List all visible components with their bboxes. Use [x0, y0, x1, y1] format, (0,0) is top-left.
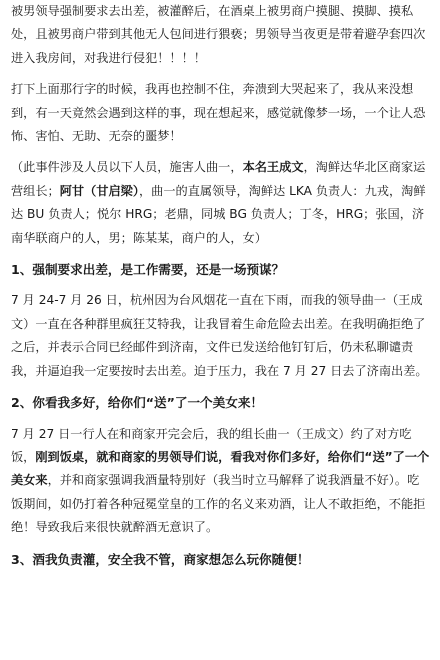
spacer: [11, 540, 430, 548]
spacer: [11, 415, 430, 423]
paragraph-dinner-rest: ，并和商家强调我酒量特别好（我当时立马解释了说我酒量不好）。吃饭期间，如仍打着各种冠冕堂皇的工作的名义来劝酒，让人不敢拒绝，不能拒绝！导致我后来很快就醉酒无意识了。: [11, 473, 426, 535]
spacer: [11, 250, 430, 258]
paragraph-allegation: [11, 0, 430, 70]
persons-agan-bold: 阿甘（甘启梁）: [59, 183, 139, 198]
section-heading-2: 2、你看我多好，给你们“送”了一个美女来！: [11, 395, 264, 411]
section-heading-1: 1、强制要求出差，是工作需要，还是一场预谋？: [11, 262, 285, 278]
paragraph-business-trip: [11, 289, 430, 383]
persons-list-text: ，曲一的直属领导，淘鲜达 LKA 负责人：九戎，淘鲜达 BU 负责人；悦尔 HRG；老鼎，同城 BG 负责人；丁冬，HRG；张国，济南华联商户的人，男；陈某某，商户的人，女）: [11, 183, 426, 245]
paragraph-business-trip-text: 7 月 24-7 月 26 日，杭州因为台风烟花一直在下雨，而我的领导曲一（王成文）一直在各种群里疯狂艾特我，让我冒着生命危险去出差。在我明确拒绝了之后，并表示合同已经邮件到济南，文件已发送给他钉钉后，仍未私聊谴责我，并逼迫我一定要按时去出差。迫于压力，我在 7 月 27 日去了济南出差。: [11, 293, 428, 378]
spacer: [11, 148, 430, 156]
paragraph-persons-involved: [11, 156, 430, 250]
spacer: [11, 383, 430, 391]
paragraph-allegation-text: 被男领导强制要求去出差，被灌醉后，在酒桌上被男商户摸腿、摸脚、摸私处，且被男商户带到其他无人包间进行猥亵；男领导当夜更是带着避孕套四次进入我房间，对我进行侵犯！！！！: [11, 4, 426, 65]
paragraph-dinner-bold: 刚到饭桌，就和商家的男领导们说，看我对你们多好，给你们“送”了一个美女来: [11, 449, 430, 488]
persons-role-text: ，淘鲜达华北区商家运营组长；: [11, 160, 426, 198]
paragraph-dinner: [11, 423, 430, 540]
paragraph-reflection-text: 打下上面那行字的时候，我再也控制不住，奔溃到大哭起来了，我从来没想到，有一天竟然会遇到这样的事，现在想起来，感觉就像梦一场，一个让人恐怖、害怕、无助、无奈的噩梦！: [11, 82, 426, 144]
persons-intro-text: （此事件涉及人员以下人员，施害人曲一，: [11, 160, 243, 175]
paragraph-reflection: [11, 78, 430, 148]
paragraph-dinner-intro: 7 月 27 日一行人在和商家开完会后，我的组长曲一（王成文）约了对方吃饭，: [11, 426, 412, 464]
spacer: [11, 281, 430, 289]
persons-real-name-bold: 本名王成文: [242, 160, 304, 175]
section-heading-3: 3、酒我负责灌，安全我不管，商家想怎么玩你随便！: [11, 551, 310, 567]
spacer: [11, 70, 430, 78]
